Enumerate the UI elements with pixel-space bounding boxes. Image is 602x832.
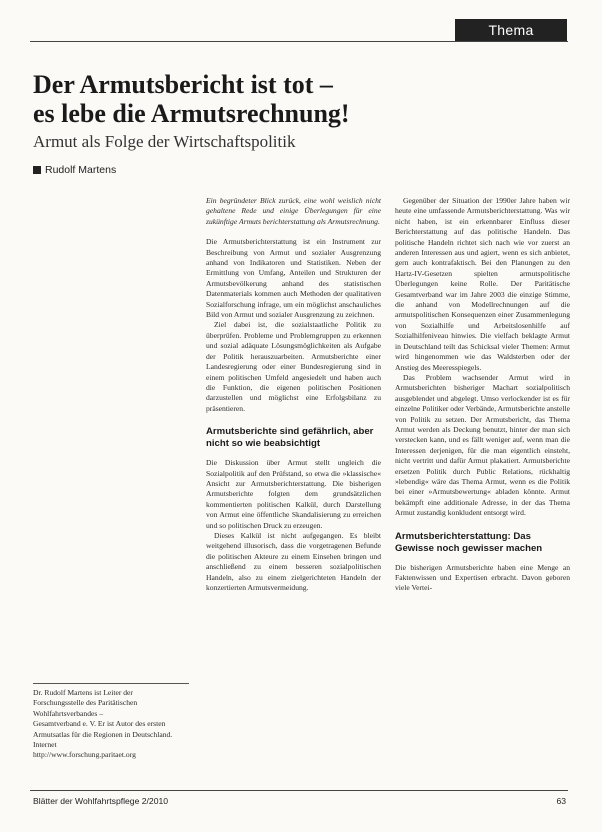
header-rule (30, 41, 568, 42)
author-name: Rudolf Martens (45, 164, 117, 176)
paragraph: Die Armutsberichterstattung ist ein Instrument zur Beschreibung von Armut und sozialer Ausgrenzung anhand von Indikatoren und Statistiken. Neben der Ermittlung von Umfang, Anteilen und Strukturen der Armutsbevölkerung anhand des statistischen Datenmaterials kommen auch Methoden der qualitativen Sozialforschung infrage, um ein möglichst anschauliches Bild von Armut und sozialer Ausgrenzung zu zeichnen. (206, 237, 381, 320)
text-column-1 (206, 196, 381, 593)
bio-link[interactable]: http://www.forschung.paritaet.org (33, 750, 136, 760)
paragraph: Dieses Kalkül ist nicht aufgegangen. Es bleibt weitgehend illusorisch, dass die vorgetragenen Befunde die politischen Akteure zu einem Einsehen bringen und anschließend zu einem besseren sozialpolitischen Handeln, also zu einem zielgerichteten Handeln der konzertierten Armutsvermeidung. (206, 530, 381, 592)
square-bullet-icon (33, 166, 41, 174)
page-number: 63 (556, 796, 566, 806)
intro-text: Ein begründeter Blick zurück, eine wohl weislich nicht gehaltene Rede und einige Überlegungen für eine zukünftige Armuts berichterstattung als Armutsrechnung. (206, 196, 381, 226)
footer-rule (30, 790, 568, 791)
section-heading: Armutsberichterstattung: Das Gewisse noch gewisser machen (395, 530, 543, 554)
text-column-2 (395, 196, 570, 594)
bio-line: Internet (33, 740, 57, 750)
article-subtitle: Armut als Folge der Wirtschaftspolitik (33, 132, 296, 151)
article-title (33, 70, 563, 128)
author-line (33, 164, 116, 176)
bio-line: Dr. Rudolf Martens ist Leiter der Forschungsstelle des Paritätischen Wohlfahrtsverbandes – (33, 688, 138, 718)
author-bio (33, 688, 183, 761)
section-tag: Thema (455, 19, 567, 41)
paragraph: Das Problem wachsender Armut wird in Armutsberichten bisheriger Machart sozialpolitisch ausgeblendet und abgelegt. Umso verlockender ist es für einzelne Politiker oder Verbände, Armutsberichte anstelle von Politik zu setzen. Der Armutsbericht, das Thema Armut werden als Deckung benutzt, hinter der man sich verstecken kann, und es fällt weniger auf, wenn man die Interessen derjenigen, für die man eigentlich einsteht, nicht vertritt und dafür Armut plakatiert. Armutsberichte ersetzen Politik durch Public Relations, rückhaltig »lebendig« wäre das Thema Armut, wenn es die Politik bei einer »Armutsbewertung« abladen könnte. Armut bekämpft eine additionale Adresse, in der das Thema Armut zustandig konkludent entsorgt wird. (395, 372, 570, 518)
bio-line: Gesamtverband e. V. Er ist Autor des ersten Armutsatlas für die Regionen in Deutschland. (33, 719, 173, 739)
paragraph: Die Diskussion über Armut stellt ungleich die Sozialpolitik auf den Prüfstand, so etwa die »klassische« Ansicht zur Armutsberichterstattung. Die bisherigen Armutsberichte folgten dem grundsätzlichen kommentierten politischen Kalkül, durch Darstellung von Armut eine öffentliche Skandalisierung zu erreichen und so politischen Druck zu erzeugen. (206, 458, 381, 530)
section-heading: Armutsberichte sind gefährlich, aber nicht so wie beabsichtigt (206, 426, 374, 450)
title-line-2: es lebe die Armutsrechnung! (33, 99, 350, 128)
paragraph: Ziel dabei ist, die sozialstaatliche Politik zu überprüfen. Probleme und Problemgruppen zu erkennen und sozial adäquate Lösungsmöglichkeiten als Aufgabe der Politik herauszuarbeiten. Armutsberichte einer Landesregierung oder einer Bundesregierung sind in einem politischen Umfeld angesiedelt und haben auch die Funktion, die eigenen politischen Positionen darzustellen und möglichst eine Erfolgsbilanz zu präsentieren. (206, 320, 381, 413)
paragraph: Gegenüber der Situation der 1990er Jahre haben wir heute eine umfassende Armutsberichterstattung. Was wir nicht haben, ist ein erkennbarer Einfluss dieser Berichterstattung auf das politische Handeln. Das politische Handeln richtet sich nach wie vor zuerst an anderen Interessen aus und agiert, wenn es sich anbietet, gern auch kontrafaktisch. Bei den Planungen zu den Hartz-IV-Gesetzen spielten armutspolitische Überlegungen keine Rolle. Der Paritätische Gesamtverband war im Jahre 2003 die einzige Stimme, die anhand von Modellrechnungen auf die armutspolitischen Konsequenzen einer Zusammenlegung von Sozialhilfe und Arbeitslosenhilfe auf Sozialhilfeniveau hinwies. Die vielfach beklagte Armut in Deutschland teilt das Schicksal vieler Themen: Armut wird hingenommen wie das Waldsterben oder der Anstieg des Meeresspiegels. (395, 196, 570, 372)
title-line-1: Der Armutsbericht ist tot – (33, 70, 333, 99)
bio-rule (33, 683, 189, 684)
paragraph: Die bisherigen Armutsberichte haben eine Menge an Faktenwissen und Expertisen erbracht. Davon geboren viele Vertei- (395, 562, 570, 593)
journal-name: Blätter der Wohlfahrtspflege 2/2010 (33, 796, 169, 806)
